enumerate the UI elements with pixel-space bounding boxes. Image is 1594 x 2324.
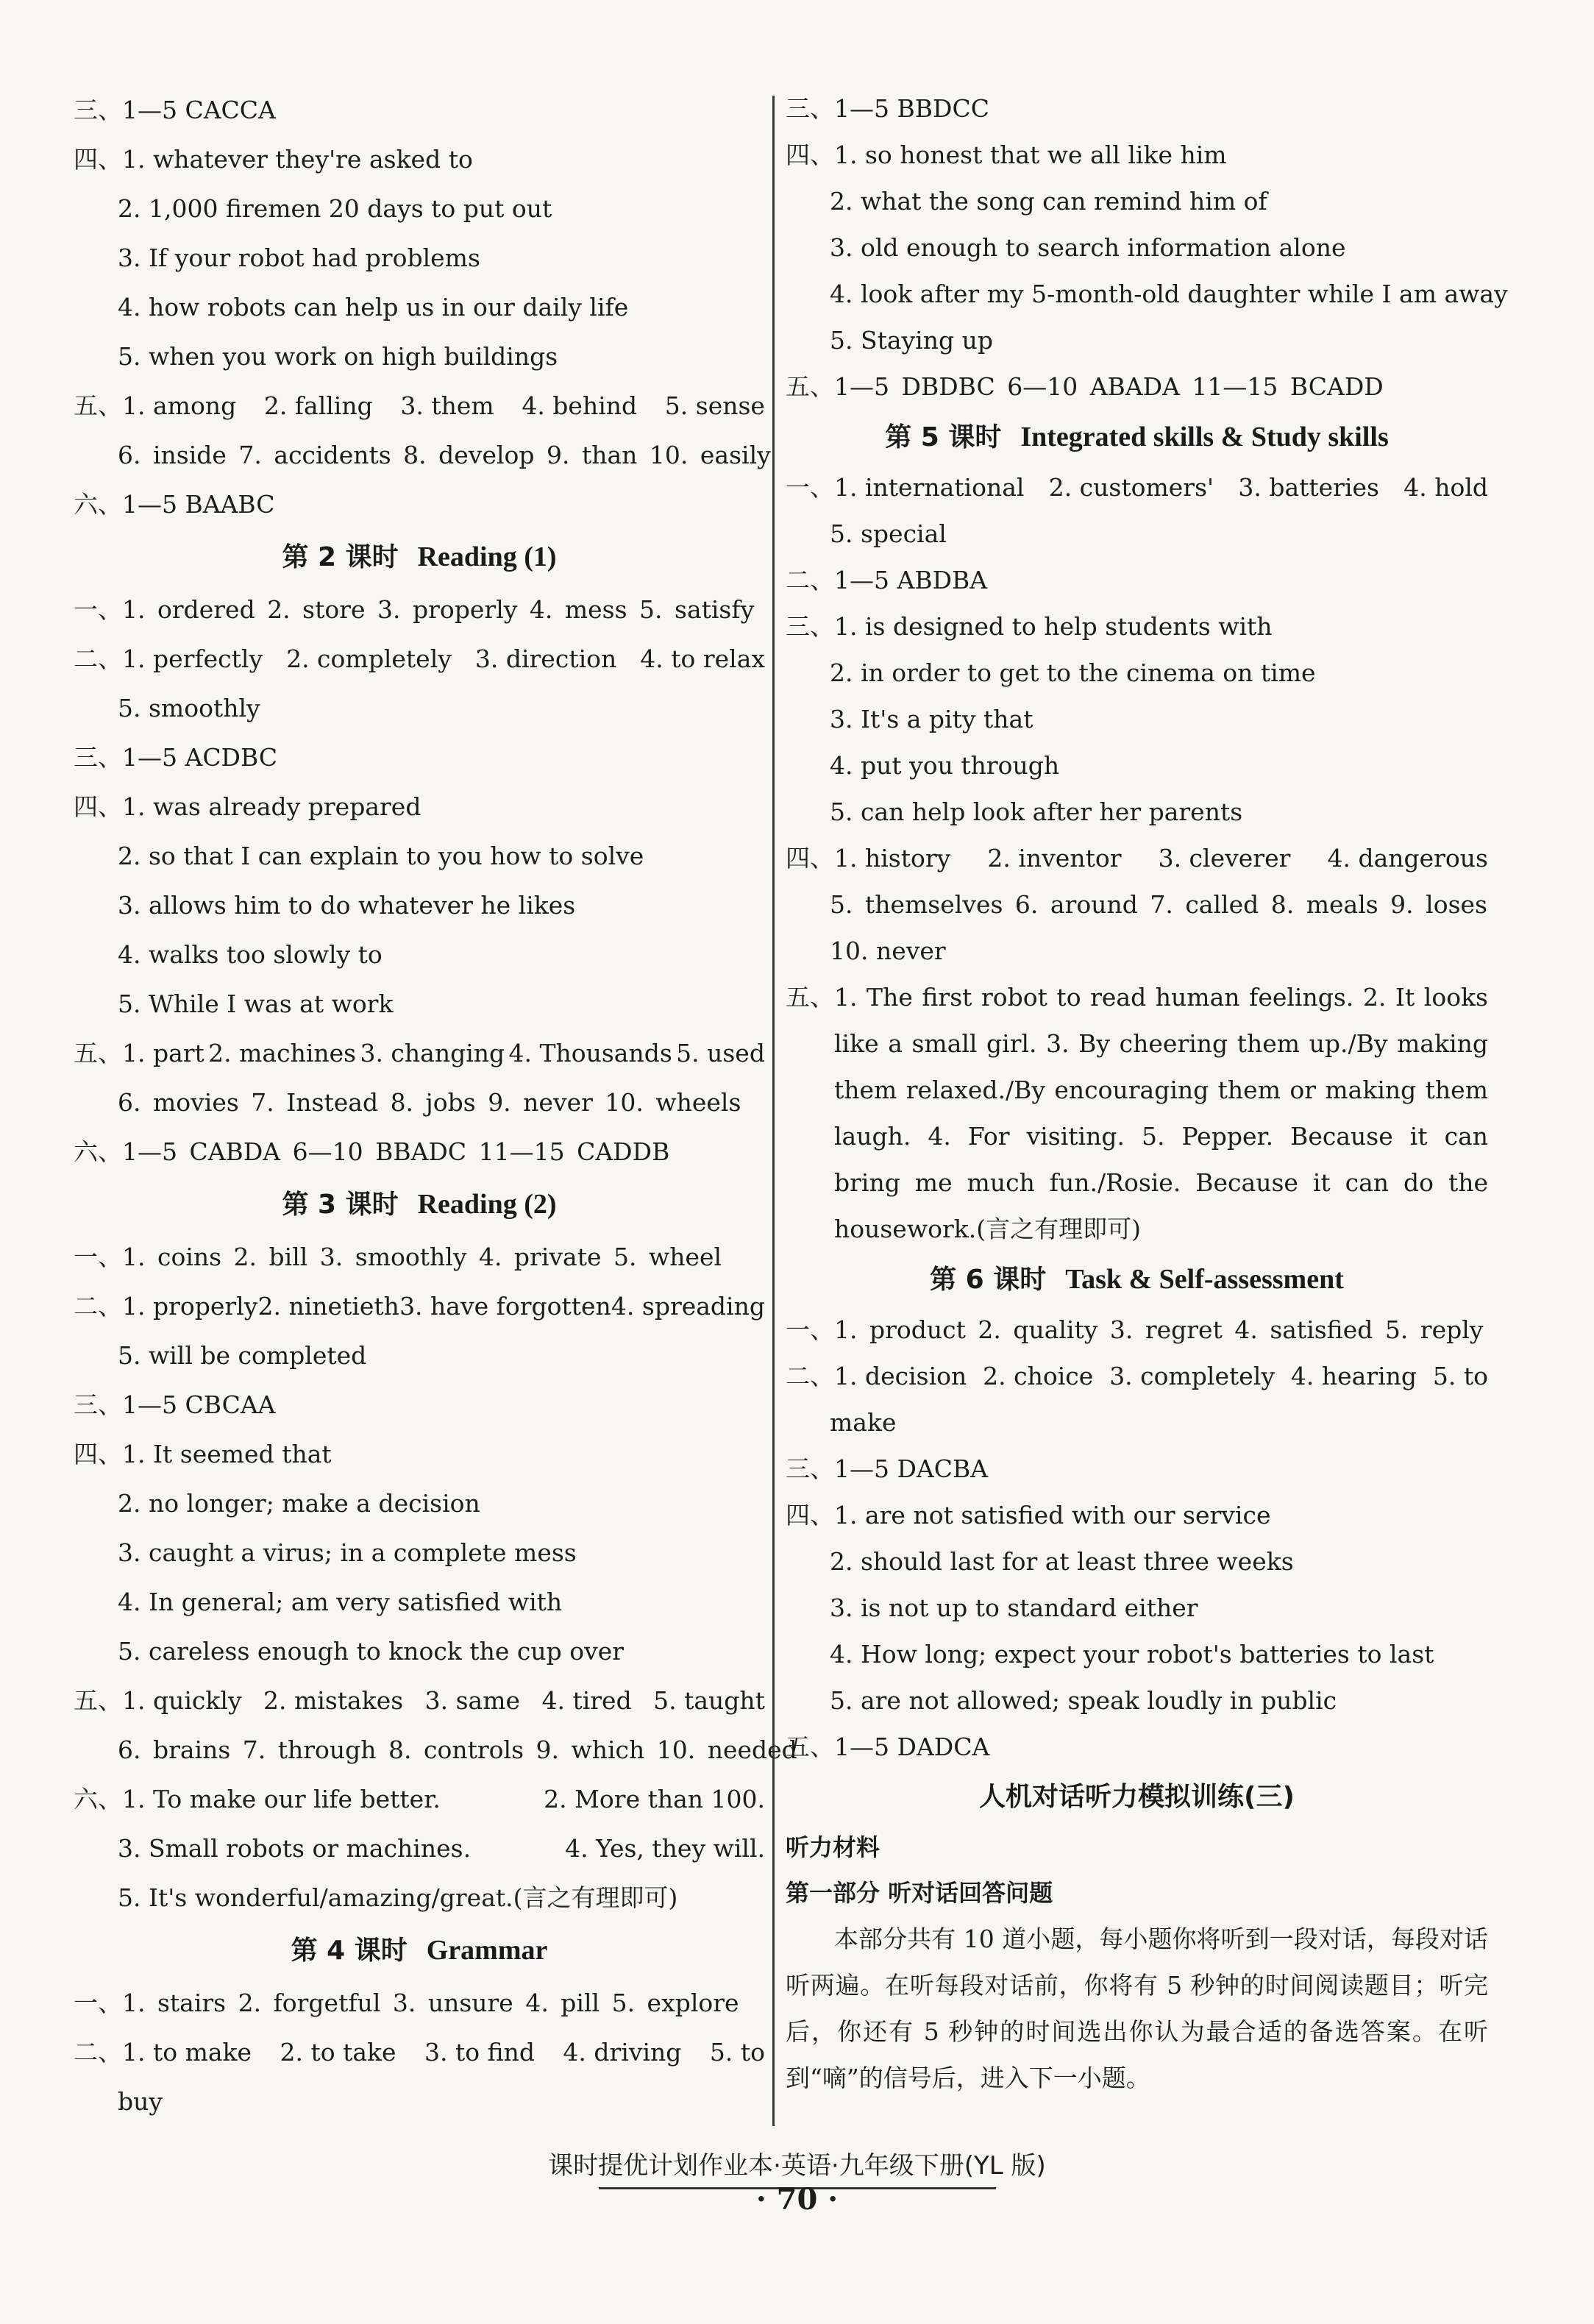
answer-line: 六、1—5 CABDA 6—10 BBADC 11—15 CADDB xyxy=(74,1137,670,1166)
left-column xyxy=(74,85,797,2126)
answer-line xyxy=(786,1353,1488,1399)
lesson-number: 第 5 课时 xyxy=(885,422,1002,452)
answer-line: 10. never xyxy=(830,937,946,965)
lesson-number: 第 4 课时 xyxy=(291,1936,408,1966)
answer-line: 四、1. so honest that we all like him xyxy=(786,141,1227,169)
answer-item: 一、1. international xyxy=(786,473,1025,502)
answer-line: 5. It's wonderful/amazing/great.(言之有理即可) xyxy=(118,1883,678,1912)
answer-item: 4. hearing xyxy=(1290,1362,1417,1390)
answer-item: 3. Small robots or machines. xyxy=(118,1834,472,1863)
answer-line: 一、1. stairs 2. forgetful 3. unsure 4. pill 5. explore xyxy=(74,1989,739,2017)
answer-line: 一、1. ordered 2. store 3. properly 4. mess 5. satisfy xyxy=(74,595,755,624)
answer-line: buy xyxy=(118,2087,163,2116)
answer-line: 六、1—5 BAABC xyxy=(74,490,275,519)
answer-line: 5. smoothly xyxy=(118,694,260,722)
answer-item: 5. to xyxy=(1432,1362,1488,1390)
answer-item: 4. Thousands xyxy=(508,1039,672,1067)
answer-item: 2. choice xyxy=(983,1362,1094,1390)
lesson-title: Task & Self-assessment xyxy=(1065,1264,1344,1295)
lesson-number: 第 6 课时 xyxy=(930,1265,1047,1295)
answer-line: 5. when you work on high buildings xyxy=(118,342,558,371)
answer-line: 三、1—5 ACDBC xyxy=(74,743,278,772)
answer-item: 3. batteries xyxy=(1238,473,1379,502)
lesson-number: 第 3 课时 xyxy=(282,1190,399,1220)
answer-line: 5. special xyxy=(830,519,947,548)
answer-item: 3. direction xyxy=(474,644,617,673)
item-number: 五、 xyxy=(786,983,834,1012)
lesson-heading xyxy=(74,1176,765,1232)
lesson-heading xyxy=(74,529,765,585)
answer-line: 5. Staying up xyxy=(830,326,993,355)
answer-item: 4. spreading xyxy=(611,1292,765,1321)
lesson-heading xyxy=(74,1922,765,1978)
answer-item: 4. driving xyxy=(563,2038,682,2067)
answer-item: 五、1. quickly xyxy=(74,1686,242,1715)
answer-item: 5. to xyxy=(709,2038,765,2067)
column-divider xyxy=(772,96,775,2126)
answer-line: 6. movies 7. Instead 8. jobs 9. never 10. wheels xyxy=(118,1088,741,1117)
lesson-heading xyxy=(786,1252,1488,1307)
answer-line: 2. what the song can remind him of xyxy=(830,187,1267,216)
answer-line: 四、1. It seemed that xyxy=(74,1440,332,1468)
answer-line: 3. caught a virus; in a complete mess xyxy=(118,1538,577,1567)
answer-line: 3. If your robot had problems xyxy=(118,244,480,272)
answer-item: 3. cleverer xyxy=(1158,844,1291,873)
answer-line: 4. In general; am very satisfied with xyxy=(118,1588,563,1616)
answer-line: 3. is not up to standard either xyxy=(830,1593,1198,1622)
answer-line: 一、1. product 2. quality 3. regret 4. satisfied 5. reply xyxy=(786,1315,1484,1344)
answer-block xyxy=(786,974,1488,1252)
answer-line: 三、1—5 CBCAA xyxy=(74,1390,276,1419)
answer-item: 2. inventor xyxy=(987,844,1122,873)
answer-line: 3. allows him to do whatever he likes xyxy=(118,891,576,920)
answer-item: 六、1. To make our life better. xyxy=(74,1785,441,1813)
answer-item: 5. used xyxy=(676,1039,765,1067)
answer-item: 3. them xyxy=(400,391,494,420)
answer-item: 二、1. properly xyxy=(74,1292,258,1321)
answer-item: 3. to find xyxy=(424,2038,535,2067)
answer-line: make xyxy=(830,1408,897,1437)
answer-item: 2. customers' xyxy=(1048,473,1214,502)
lesson-title: Integrated skills & Study skills xyxy=(1020,422,1389,452)
lesson-number: 第 2 课时 xyxy=(282,542,399,572)
answer-text: whatever they're asked to xyxy=(153,145,473,174)
answer-line: 三、1—5 BBDCC xyxy=(786,94,989,123)
answer-item: 五、1. among xyxy=(74,391,237,420)
answer-item: 2. ninetieth xyxy=(257,1292,399,1321)
answer-item: 4. behind xyxy=(522,391,638,420)
answer-item: 2. machines xyxy=(208,1039,357,1067)
answer-item: 3. have forgotten xyxy=(399,1292,611,1321)
answer-line: 6. inside 7. accidents 8. develop 9. than 10. easily xyxy=(118,441,771,469)
answer-item: 2. More than 100. xyxy=(544,1785,765,1813)
answer-line: 5. themselves 6. around 7. called 8. meals 9. loses xyxy=(830,890,1487,919)
answer-item: 四、1. history xyxy=(786,844,951,873)
answer-line xyxy=(74,1676,765,1725)
answer-line xyxy=(74,135,765,184)
answer-line xyxy=(74,1824,765,1873)
answer-line: 5. While I was at work xyxy=(118,989,394,1018)
answer-line: 五、1—5 DADCA xyxy=(786,1733,990,1761)
answer-item: 二、1. to make xyxy=(74,2038,252,2067)
item-number: 四、1. xyxy=(74,145,146,174)
answer-line: 5. are not allowed; speak loudly in public xyxy=(830,1686,1337,1715)
instruction-paragraph: 本部分共有 10 道小题，每小题你将听到一段对话，每段对话听两遍。在听每段对话前，你将有 5 秒钟的时间阅读题目；听完后，你还有 5 秒钟的时间选出你认为最合适的备选答案。在听到“嘀”的信号后，进入下一小题。 xyxy=(786,1925,1488,2092)
right-column xyxy=(786,85,1508,2101)
answer-line: 四、1. was already prepared xyxy=(74,792,421,821)
answer-item: 5. sense xyxy=(664,391,765,420)
answer-line: 4. put you through xyxy=(830,751,1060,780)
answer-line: 2. no longer; make a decision xyxy=(118,1489,480,1518)
answer-line: 5. can help look after her parents xyxy=(830,797,1243,826)
answer-item: 3. same xyxy=(424,1686,521,1715)
answer-line xyxy=(74,2028,765,2077)
answer-line xyxy=(74,1282,765,1331)
answer-item: 3. changing xyxy=(360,1039,505,1067)
answer-line: 2. should last for at least three weeks xyxy=(830,1547,1294,1576)
answer-item: 五、1. part xyxy=(74,1039,204,1067)
answer-item: 4. hold xyxy=(1403,473,1488,502)
answer-item: 4. dangerous xyxy=(1327,844,1488,873)
part-heading: 第一部分 听对话回答问题 xyxy=(786,1879,1053,1907)
answer-paragraph: 1. The first robot to read human feelings. 2. It looks like a small girl. 3. By cheering them up./By making them relaxed./By encouraging them or making them laugh. 4. For visiting. 5. Pepper. Because it can bring me much fun./Rosie. Because it can do the housework.(言之有理即可) xyxy=(834,983,1488,1243)
lesson-title: Grammar xyxy=(426,1935,548,1966)
answer-line: 三、1—5 DACBA xyxy=(786,1454,989,1483)
answer-line: 五、1—5 DBDBC 6—10 ABADA 11—15 BCADD xyxy=(786,372,1384,401)
answer-item: 4. Yes, they will. xyxy=(565,1834,765,1863)
section-label: 听力材料 xyxy=(786,1833,880,1861)
lesson-heading xyxy=(786,410,1488,464)
answer-line: 6. brains 7. through 8. controls 9. which 10. needed xyxy=(118,1735,797,1764)
answer-line xyxy=(74,1774,765,1824)
answer-line xyxy=(74,634,765,683)
answer-line: 三、1. is designed to help students with xyxy=(786,612,1273,641)
page-number: · 70 · xyxy=(755,2182,839,2217)
answer-line: 三、1—5 CACCA xyxy=(74,96,276,124)
lesson-title: Reading (1) xyxy=(417,541,557,572)
answer-item: 3. completely xyxy=(1109,1362,1275,1390)
book-title: 课时提优计划作业本·英语·九年级下册(YL 版) xyxy=(548,2151,1046,2181)
answer-item: 5. taught xyxy=(653,1686,765,1715)
answer-line: 3. It's a pity that xyxy=(830,705,1033,733)
answer-line xyxy=(74,1028,765,1078)
answer-line: 3. old enough to search information alone xyxy=(830,233,1346,262)
answer-item: 2. mistakes xyxy=(263,1686,404,1715)
answer-item: 2. falling xyxy=(263,391,373,420)
answer-line: 4. how robots can help us in our daily life xyxy=(118,293,629,321)
lesson-title: Reading (2) xyxy=(417,1189,557,1220)
answer-line: 5. careless enough to knock the cup over xyxy=(118,1637,625,1666)
answer-item: 2. completely xyxy=(286,644,452,673)
answer-line xyxy=(74,381,765,430)
answer-line: 4. look after my 5-month-old daughter while I am away xyxy=(830,280,1508,308)
answer-line: 二、1—5 ABDBA xyxy=(786,566,988,594)
answer-item: 4. tired xyxy=(541,1686,632,1715)
answer-line xyxy=(786,835,1488,881)
answer-line: 2. in order to get to the cinema on time xyxy=(830,658,1316,687)
answer-item: 4. to relax xyxy=(640,644,765,673)
answer-line: 四、1. are not satisfied with our service xyxy=(786,1501,1271,1529)
answer-line: 4. How long; expect your robot's batteries to last xyxy=(830,1640,1434,1669)
answer-line: 2. 1,000 firemen 20 days to put out xyxy=(118,194,552,223)
answer-line xyxy=(786,464,1488,511)
answer-line: 5. will be completed xyxy=(118,1341,367,1370)
listening-heading: 人机对话听力模拟训练(三) xyxy=(979,1782,1295,1812)
answer-item: 二、1. perfectly xyxy=(74,644,263,673)
answer-item: 二、1. decision xyxy=(786,1362,967,1390)
answer-line: 4. walks too slowly to xyxy=(118,940,383,969)
answer-line: 一、1. coins 2. bill 3. smoothly 4. private 5. wheel xyxy=(74,1243,722,1271)
answer-item: 2. to take xyxy=(280,2038,396,2067)
answer-line: 2. so that I can explain to you how to solve xyxy=(118,842,644,870)
